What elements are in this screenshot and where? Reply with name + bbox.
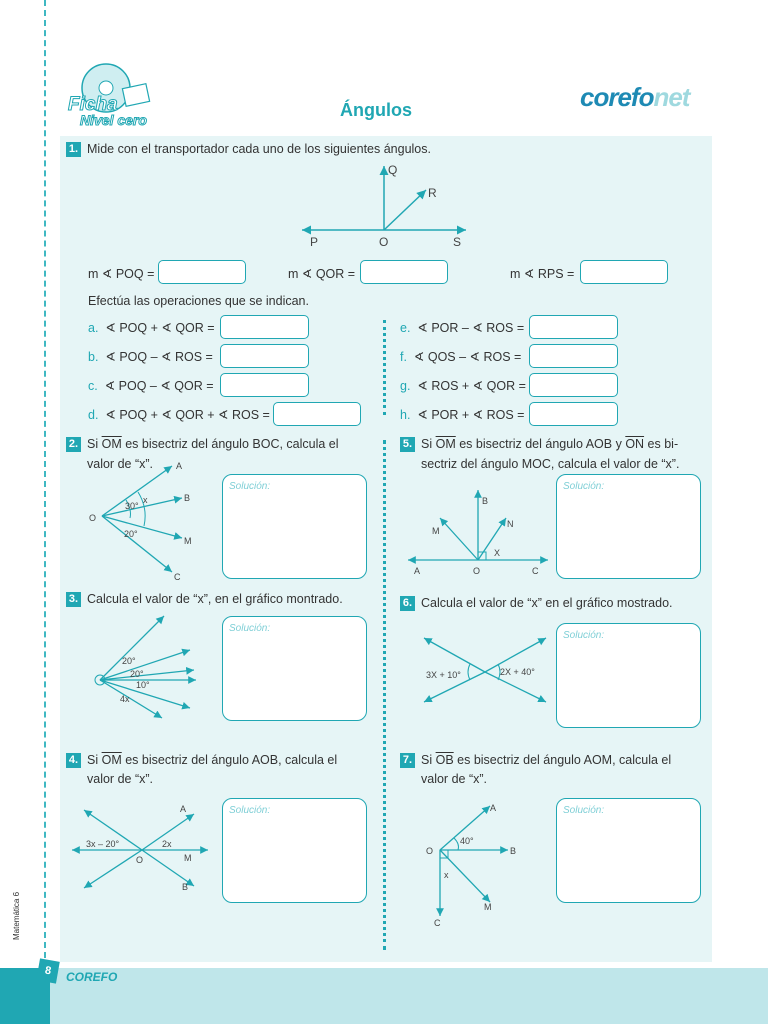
op-b-input[interactable] (220, 344, 309, 368)
op-f (400, 349, 521, 364)
problem-7-rest: es bisectriz del ángulo AOM, calcula el (457, 753, 672, 767)
diagram-label: M (484, 902, 492, 912)
problem-1-text: Mide con el transportador cada uno de los siguientes ángulos. (87, 142, 431, 156)
problem-7-ray: $\overline{OB}$ (435, 753, 454, 767)
problem-3-number: 3. (66, 592, 81, 607)
diagram-label: A (490, 803, 497, 813)
op-a-text: ∢ POQ + ∢ QOR = (105, 321, 215, 335)
diagram-problem-5 (404, 484, 554, 580)
diagram-label: 3x – 20° (86, 839, 120, 849)
diagram-label: 2X + 40° (500, 667, 535, 677)
diagram-label: 20° (122, 656, 136, 666)
diagram-label: A (414, 566, 421, 576)
solution-label-2: Solución: (229, 481, 271, 492)
footer-brand: COREFO (66, 970, 118, 984)
op-g-text: ∢ ROS + ∢ QOR = (417, 379, 526, 393)
diagram-problem-7 (422, 798, 532, 930)
diagram-label: C (174, 572, 181, 582)
problem-5-ray1: $\overline{OM}$ (435, 437, 456, 451)
op-d-text: ∢ POQ + ∢ QOR + ∢ ROS = (105, 408, 270, 422)
problem-2-rest: es bisectriz del ángulo BOC, calcula el (125, 437, 339, 451)
op-h-text: ∢ POR + ∢ ROS = (417, 408, 525, 422)
op-h (400, 407, 524, 422)
measure-rps-label: m ∢ RPS = (510, 267, 575, 281)
label-s: S (453, 235, 462, 249)
diagram-label: A (176, 461, 183, 471)
measure-qor-label: m ∢ QOR = (288, 267, 356, 281)
problem-4-number: 4. (66, 753, 81, 768)
op-f-text: ∢ QOS – ∢ ROS = (413, 350, 522, 364)
diagram-problem-6 (418, 630, 552, 708)
diagram-label: M (184, 853, 192, 863)
page-number: 8 (36, 958, 60, 983)
diagram-label: B (184, 493, 191, 503)
cut-line (44, 0, 46, 968)
diagram-label: 10° (136, 680, 150, 690)
problem-1-number: 1. (66, 142, 81, 157)
op-e-input[interactable] (529, 315, 618, 339)
op-c-text: ∢ POQ – ∢ QOR = (104, 379, 214, 393)
diagram-label: 30° (125, 501, 139, 511)
solution-label-5: Solución: (563, 481, 605, 492)
problem-7-text (421, 753, 671, 767)
measure-poq-input[interactable] (158, 260, 246, 284)
solution-box-4[interactable] (222, 798, 367, 903)
label-r: R (428, 186, 437, 200)
problem-7-number: 7. (400, 753, 415, 768)
op-a-letter: a. (88, 321, 99, 335)
op-c-letter: c. (88, 379, 98, 393)
problem-4-rest: es bisectriz del ángulo AOB, calcula el (125, 753, 338, 767)
op-d-letter: d. (88, 408, 99, 422)
diagram-label: x (444, 870, 449, 880)
ficha-label: Ficha (68, 94, 118, 115)
diagram-label: B (510, 846, 517, 856)
diagram-label: O (426, 846, 434, 856)
problem-6-text: Calcula el valor de “x” en el gráfico mostrado. (421, 596, 673, 610)
diagram-label: 40° (460, 836, 474, 846)
diagram-label: O (473, 566, 481, 576)
op-b-letter: b. (88, 350, 99, 364)
problem-3-text: Calcula el valor de “x”, en el gráfico montrado. (87, 592, 343, 606)
op-d (88, 407, 270, 422)
problem-2-line2: valor de “x”. (87, 457, 153, 471)
problem-4-si: Si (87, 753, 99, 767)
diagram-label: 3X + 10° (426, 670, 461, 680)
diagram-label: 20° (130, 669, 144, 679)
diagram-label: N (507, 519, 514, 529)
diagram-label: A (180, 804, 187, 814)
problem-4-line2: valor de “x”. (87, 772, 153, 786)
solution-label-4: Solución: (229, 805, 271, 816)
diagram-problem-4 (68, 800, 214, 892)
vertical-subject-label: Matemática 6 (12, 891, 21, 940)
diagram-label: C (532, 566, 539, 576)
op-a (88, 320, 215, 335)
problem-2-number: 2. (66, 437, 81, 452)
diagram-label: 2x (162, 839, 172, 849)
solution-label-6: Solución: (563, 630, 605, 641)
divider-dots-2 (383, 440, 386, 950)
problem-4-text (87, 753, 337, 767)
diagram-label: X (494, 548, 501, 558)
operations-title: Efectúa las operaciones que se indican. (88, 294, 309, 308)
op-g-input[interactable] (529, 373, 618, 397)
op-e-letter: e. (400, 321, 411, 335)
problem-2-si: Si (87, 437, 99, 451)
op-h-letter: h. (400, 408, 411, 422)
page-title: Ángulos (340, 100, 412, 120)
solution-label-3: Solución: (229, 623, 271, 634)
op-c (88, 378, 214, 393)
problem-5-si: Si (421, 437, 433, 451)
measure-qor-input[interactable] (360, 260, 448, 284)
op-h-input[interactable] (529, 402, 618, 426)
solution-box-7[interactable] (556, 798, 701, 903)
diagram-label: C (434, 918, 441, 928)
diagram-problem-3 (90, 612, 208, 722)
diagram-label: B (482, 496, 489, 506)
diagram-label: 4x (120, 694, 130, 704)
op-b (88, 349, 213, 364)
label-o: O (379, 235, 389, 249)
diagram-label: O (136, 855, 144, 865)
op-f-input[interactable] (529, 344, 618, 368)
label-p: P (310, 235, 319, 249)
diagram-label: x (143, 495, 148, 505)
brand-net: net (653, 82, 690, 112)
solution-label-7: Solución: (563, 805, 605, 816)
op-f-letter: f. (400, 350, 407, 364)
problem-5-end: es bi- (647, 437, 679, 451)
problem-7-si: Si (421, 753, 433, 767)
op-b-text: ∢ POQ – ∢ ROS = (105, 350, 213, 364)
diagram-label: M (432, 526, 440, 536)
diagram-label: 20° (124, 529, 138, 539)
op-a-input[interactable] (220, 315, 309, 339)
solution-box-6[interactable] (556, 623, 701, 728)
problem-2-text (87, 437, 339, 451)
op-c-input[interactable] (220, 373, 309, 397)
angles-diagram-1 (290, 160, 480, 252)
problem-4-ray: $\overline{OM}$ (101, 753, 122, 767)
problem-2-ray: $\overline{OM}$ (101, 437, 122, 451)
problem-5-text (421, 437, 678, 451)
label-q: Q (388, 163, 398, 177)
measure-poq-label: m ∢ POQ = (88, 267, 155, 281)
op-e-text: ∢ POR – ∢ ROS = (417, 321, 525, 335)
op-g (400, 378, 526, 393)
problem-5-line2: sectriz del ángulo MOC, calcula el valor de “x”. (421, 457, 680, 471)
measure-rps-input[interactable] (580, 260, 668, 284)
solution-box-3[interactable] (222, 616, 367, 721)
problem-5-ray2: $\overline{ON}$ (625, 437, 645, 451)
problem-7-line2: valor de “x”. (421, 772, 487, 786)
divider-dots-1 (383, 320, 386, 415)
problem-5-number: 5. (400, 437, 415, 452)
solution-box-2[interactable] (222, 474, 367, 579)
op-e (400, 320, 524, 335)
problem-5-mid: es bisectriz del ángulo AOB y (459, 437, 622, 451)
op-d-input[interactable] (273, 402, 361, 426)
diagram-problem-2 (86, 456, 206, 584)
op-g-letter: g. (400, 379, 411, 393)
solution-box-5[interactable] (556, 474, 701, 579)
brand-logo (580, 82, 689, 113)
nivel-label: Nivel cero (80, 112, 147, 128)
diagram-label: B (182, 882, 189, 892)
problem-6-number: 6. (400, 596, 415, 611)
brand-main: corefo (580, 82, 654, 112)
diagram-label: M (184, 536, 192, 546)
diagram-label: O (89, 513, 97, 523)
